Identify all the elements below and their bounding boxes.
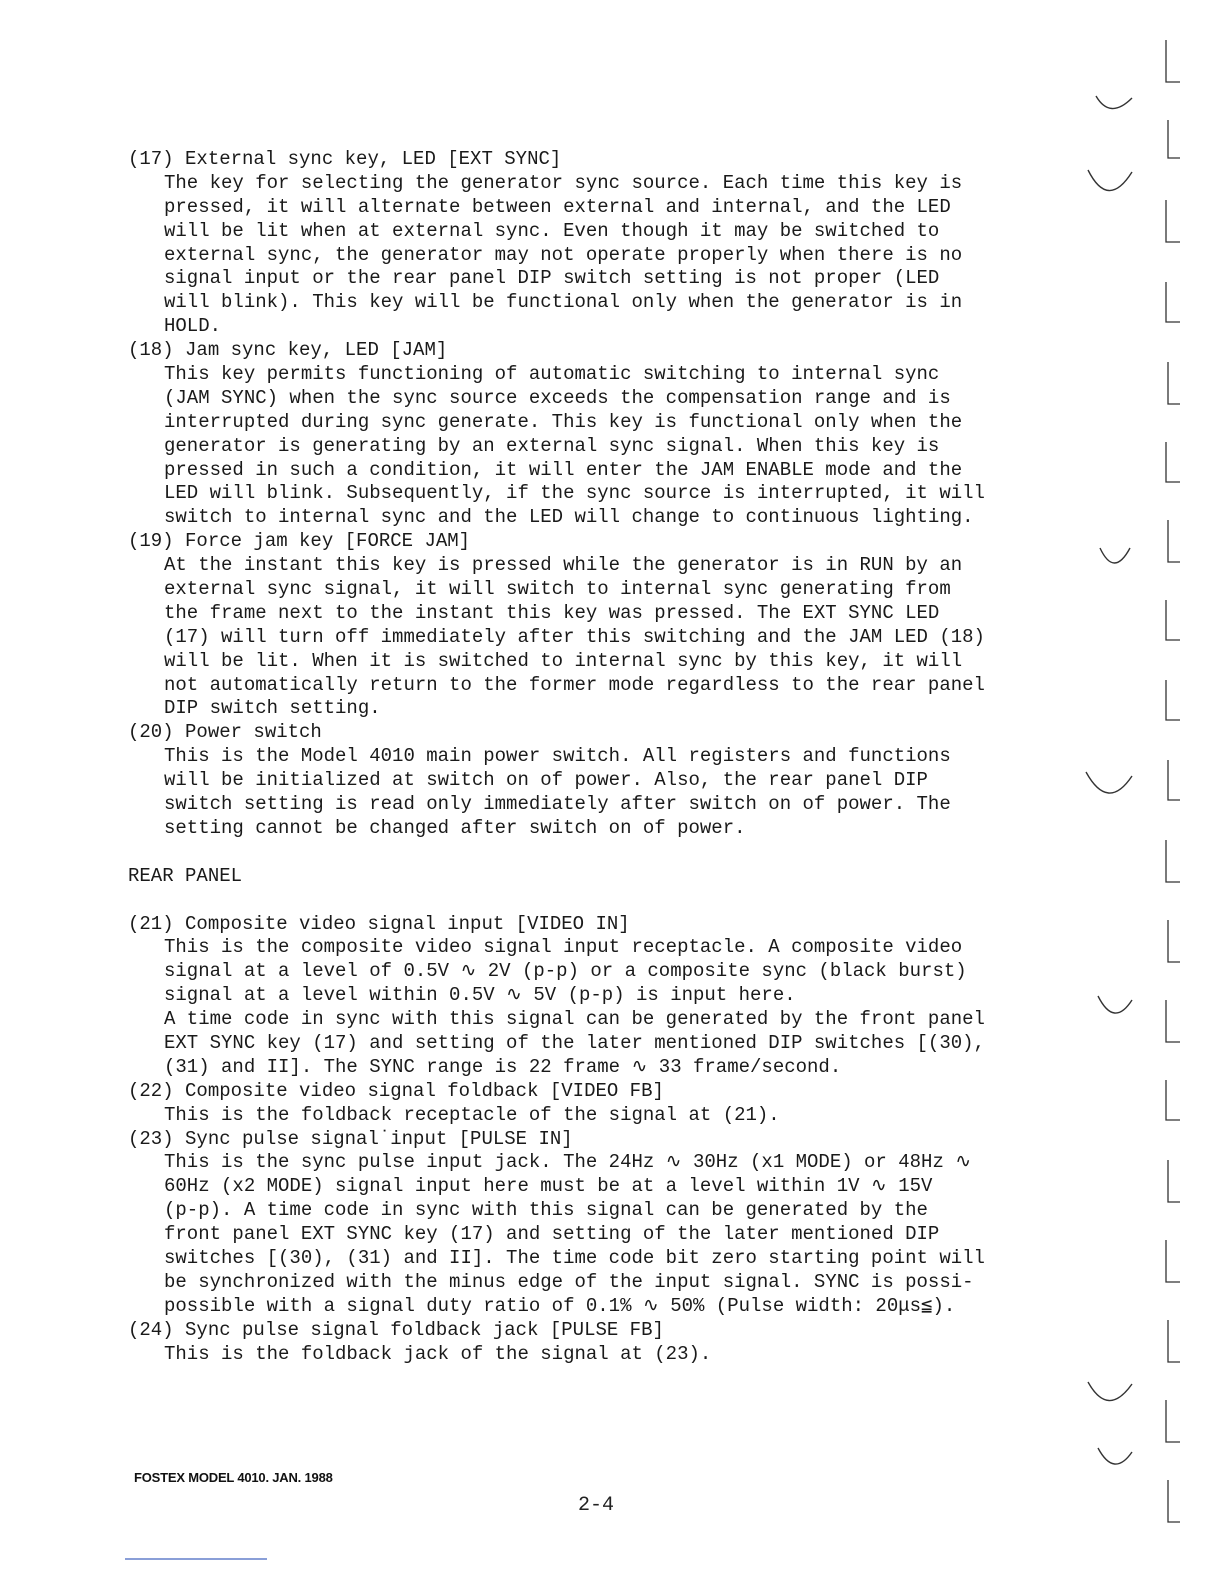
section-21-line: A time code in sync with this signal can be generated by the front panel: [164, 1008, 985, 1031]
section-20-line: This is the Model 4010 main power switch. All registers and functions: [164, 745, 951, 768]
section-heading-20: (20) Power switch: [128, 721, 322, 744]
section-18-line: (JAM SYNC) when the sync source exceeds the compensation range and is: [164, 386, 951, 409]
section-20-line: will be initialized at switch on of power. Also, the rear panel DIP: [164, 769, 928, 792]
section-19-line: the frame next to the instant this key was pressed. The EXT SYNC LED: [164, 601, 940, 624]
section-23-line: 60Hz (x2 MODE) signal input here must be at a level within 1V ∿ 15V: [164, 1175, 933, 1198]
footer-model-date: FOSTEX MODEL 4010. JAN. 1988: [134, 1470, 333, 1485]
section-23-line: switches [(30), (31) and II]. The time code bit zero starting point will: [164, 1246, 985, 1269]
section-21-line: EXT SYNC key (17) and setting of the later mentioned DIP switches [(30),: [164, 1031, 985, 1054]
page-number: 2-4: [578, 1494, 615, 1517]
document-body: [128, 148, 1028, 1366]
section-17-line: pressed, it will alternate between external and internal, and the LED: [164, 195, 951, 218]
section-23-line: front panel EXT SYNC key (17) and setting of the later mentioned DIP: [164, 1223, 940, 1246]
section-heading-24: (24) Sync pulse signal foldback jack [PULSE FB]: [128, 1318, 664, 1341]
section-19-line: At the instant this key is pressed while the generator is in RUN by an: [164, 554, 963, 577]
section-heading-23: (23) Sync pulse signal˙input [PULSE IN]: [128, 1127, 573, 1150]
binder-margin-icon: [1080, 0, 1224, 1584]
section-21-line: signal at a level within 0.5V ∿ 5V (p-p) is input here.: [164, 984, 796, 1007]
section-19-line: not automatically return to the former mode regardless to the rear panel: [164, 673, 985, 696]
section-18-line: generator is generating by an external sync signal. When this key is: [164, 434, 940, 457]
section-23-line: possible with a signal duty ratio of 0.1% ∿ 50% (Pulse width: 20μs≦).: [164, 1294, 956, 1317]
section-19-line: DIP switch setting.: [164, 697, 381, 720]
section-18-line: interrupted during sync generate. This key is functional only when the: [164, 410, 963, 433]
section-heading-21: (21) Composite video signal input [VIDEO IN]: [128, 912, 630, 935]
section-24-line: This is the foldback jack of the signal at (23).: [164, 1342, 712, 1365]
section-22-line: This is the foldback receptacle of the signal at (21).: [164, 1103, 780, 1126]
section-17-line: will blink). This key will be functional only when the generator is in: [164, 291, 963, 314]
section-21-line: This is the composite video signal input receptacle. A composite video: [164, 936, 963, 959]
section-20-line: setting cannot be changed after switch on of power.: [164, 816, 746, 839]
section-17-line: external sync, the generator may not operate properly when there is no: [164, 243, 963, 266]
section-17-line: HOLD.: [164, 315, 222, 338]
page-bottom-rule: [125, 1558, 267, 1560]
section-18-line: pressed in such a condition, it will enter the JAM ENABLE mode and the: [164, 458, 963, 481]
section-19-line: external sync signal, it will switch to internal sync generating from: [164, 578, 951, 601]
section-19-line: will be lit. When it is switched to internal sync by this key, it will: [164, 649, 963, 672]
section-heading-17: (17) External sync key, LED [EXT SYNC]: [128, 148, 562, 170]
section-21-line: (31) and II]. The SYNC range is 22 frame ∿ 33 frame/second.: [164, 1055, 842, 1078]
section-17-line: will be lit when at external sync. Even though it may be switched to: [164, 219, 940, 242]
section-23-line: (p-p). A time code in sync with this signal can be generated by the: [164, 1199, 928, 1222]
section-heading-18: (18) Jam sync key, LED [JAM]: [128, 339, 448, 362]
section-23-line: be synchronized with the minus edge of the input signal. SYNC is possi-: [164, 1270, 974, 1293]
section-18-line: switch to internal sync and the LED will change to continuous lighting.: [164, 506, 974, 529]
section-21-line: signal at a level of 0.5V ∿ 2V (p-p) or a composite sync (black burst): [164, 960, 967, 983]
section-heading-22: (22) Composite video signal foldback [VIDEO FB]: [128, 1079, 664, 1102]
section-23-line: This is the sync pulse input jack. The 24Hz ∿ 30Hz (x1 MODE) or 48Hz ∿: [164, 1151, 972, 1174]
section-17-line: signal input or the rear panel DIP switch setting is not proper (LED: [164, 267, 940, 290]
section-20-line: switch setting is read only immediately after switch on of power. The: [164, 793, 951, 816]
rear-panel-title: REAR PANEL: [128, 864, 243, 887]
section-18-line: This key permits functioning of automatic switching to internal sync: [164, 363, 940, 386]
section-heading-19: (19) Force jam key [FORCE JAM]: [128, 530, 471, 553]
section-18-line: LED will blink. Subsequently, if the sync source is interrupted, it will: [164, 482, 985, 505]
section-19-line: (17) will turn off immediately after this switching and the JAM LED (18): [164, 625, 985, 648]
section-17-line: The key for selecting the generator sync source. Each time this key is: [164, 171, 963, 194]
